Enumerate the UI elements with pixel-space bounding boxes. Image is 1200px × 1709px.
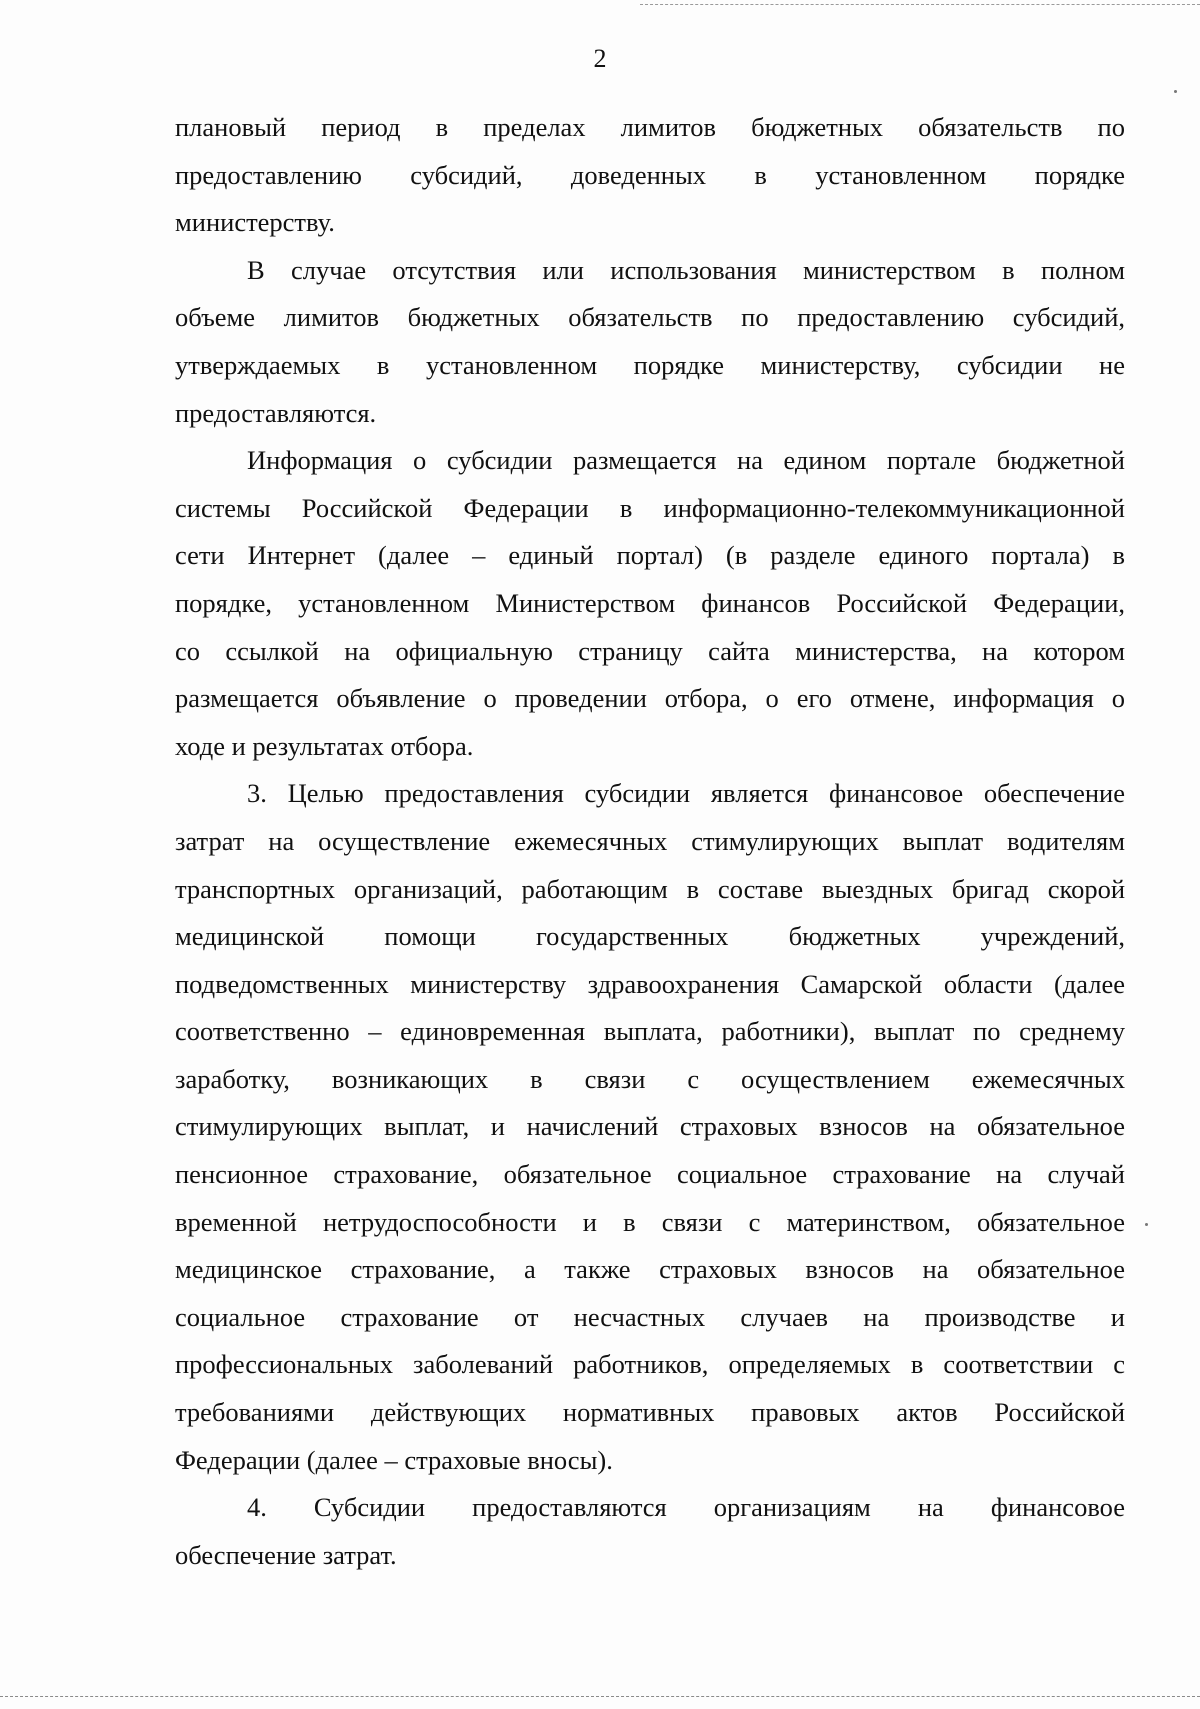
text-line: обеспечение затрат. <box>175 1539 397 1570</box>
text-line: министерству. <box>175 207 335 238</box>
text-line: 3. Целью предоставления субсидии является финансовое обеспечение <box>247 778 1125 809</box>
text-line: Информация о субсидии размещается на едином портале бюджетной <box>247 445 1125 476</box>
text-line: соответственно – единовременная выплата, работники), выплат по среднему <box>175 1016 1125 1047</box>
text-line: предоставлению субсидий, доведенных в установленном порядке <box>175 159 1125 190</box>
text-line: 4. Субсидии предоставляются организациям на финансовое <box>247 1492 1125 1523</box>
paragraph <box>175 247 1125 437</box>
paragraph <box>175 104 1125 247</box>
text-line: требованиями действующих нормативных правовых актов Российской <box>175 1397 1125 1428</box>
document-body <box>175 104 1125 1579</box>
text-line: заработку, возникающих в связи с осуществлением ежемесячных <box>175 1063 1125 1094</box>
scan-edge-top <box>640 4 1200 5</box>
paragraph <box>175 770 1125 1484</box>
text-line: подведомственных министерству здравоохранения Самарской области (далее <box>175 968 1125 999</box>
text-line: профессиональных заболеваний работников, определяемых в соответствии с <box>175 1349 1125 1380</box>
paragraph <box>175 1484 1125 1579</box>
text-line: транспортных организаций, работающим в составе выездных бригад скорой <box>175 873 1125 904</box>
page-number: 2 <box>593 44 607 73</box>
paragraph <box>175 437 1125 770</box>
text-line: ходе и результатах отбора. <box>175 730 474 761</box>
text-line: плановый период в пределах лимитов бюджетных обязательств по <box>175 112 1125 142</box>
text-line: объеме лимитов бюджетных обязательств по предоставлению субсидий, <box>175 302 1125 333</box>
text-line: Федерации (далее – страховые вносы). <box>175 1444 613 1475</box>
text-line: пенсионное страхование, обязательное социальное страхование на случай <box>175 1159 1125 1190</box>
scan-speck <box>1174 90 1177 93</box>
scan-edge-bottom <box>0 1696 1200 1697</box>
text-line: временной нетрудоспособности и в связи с материнством, обязательное <box>175 1206 1125 1237</box>
text-line: системы Российской Федерации в информационно-телекоммуникационной <box>175 492 1125 523</box>
text-line: порядке, установленном Министерством финансов Российской Федерации, <box>175 587 1125 618</box>
text-line: утверждаемых в установленном порядке министерству, субсидии не <box>175 349 1125 380</box>
text-line: В случае отсутствия или использования министерством в полном <box>247 254 1125 285</box>
text-line: затрат на осуществление ежемесячных стимулирующих выплат водителям <box>175 825 1125 856</box>
text-line: социальное страхование от несчастных случаев на производстве и <box>175 1301 1125 1332</box>
scan-speck <box>1145 1223 1148 1226</box>
text-line: сети Интернет (далее – единый портал) (в разделе единого портала) в <box>175 540 1125 571</box>
text-line: стимулирующих выплат, и начислений страховых взносов на обязательное <box>175 1111 1125 1142</box>
text-line: размещается объявление о проведении отбора, о его отмене, информация о <box>175 683 1125 714</box>
text-line: со ссылкой на официальную страницу сайта министерства, на котором <box>175 635 1125 666</box>
text-line: медицинской помощи государственных бюджетных учреждений, <box>175 921 1125 952</box>
text-line: предоставляются. <box>175 397 377 428</box>
text-line: медицинское страхование, а также страховых взносов на обязательное <box>175 1254 1125 1285</box>
